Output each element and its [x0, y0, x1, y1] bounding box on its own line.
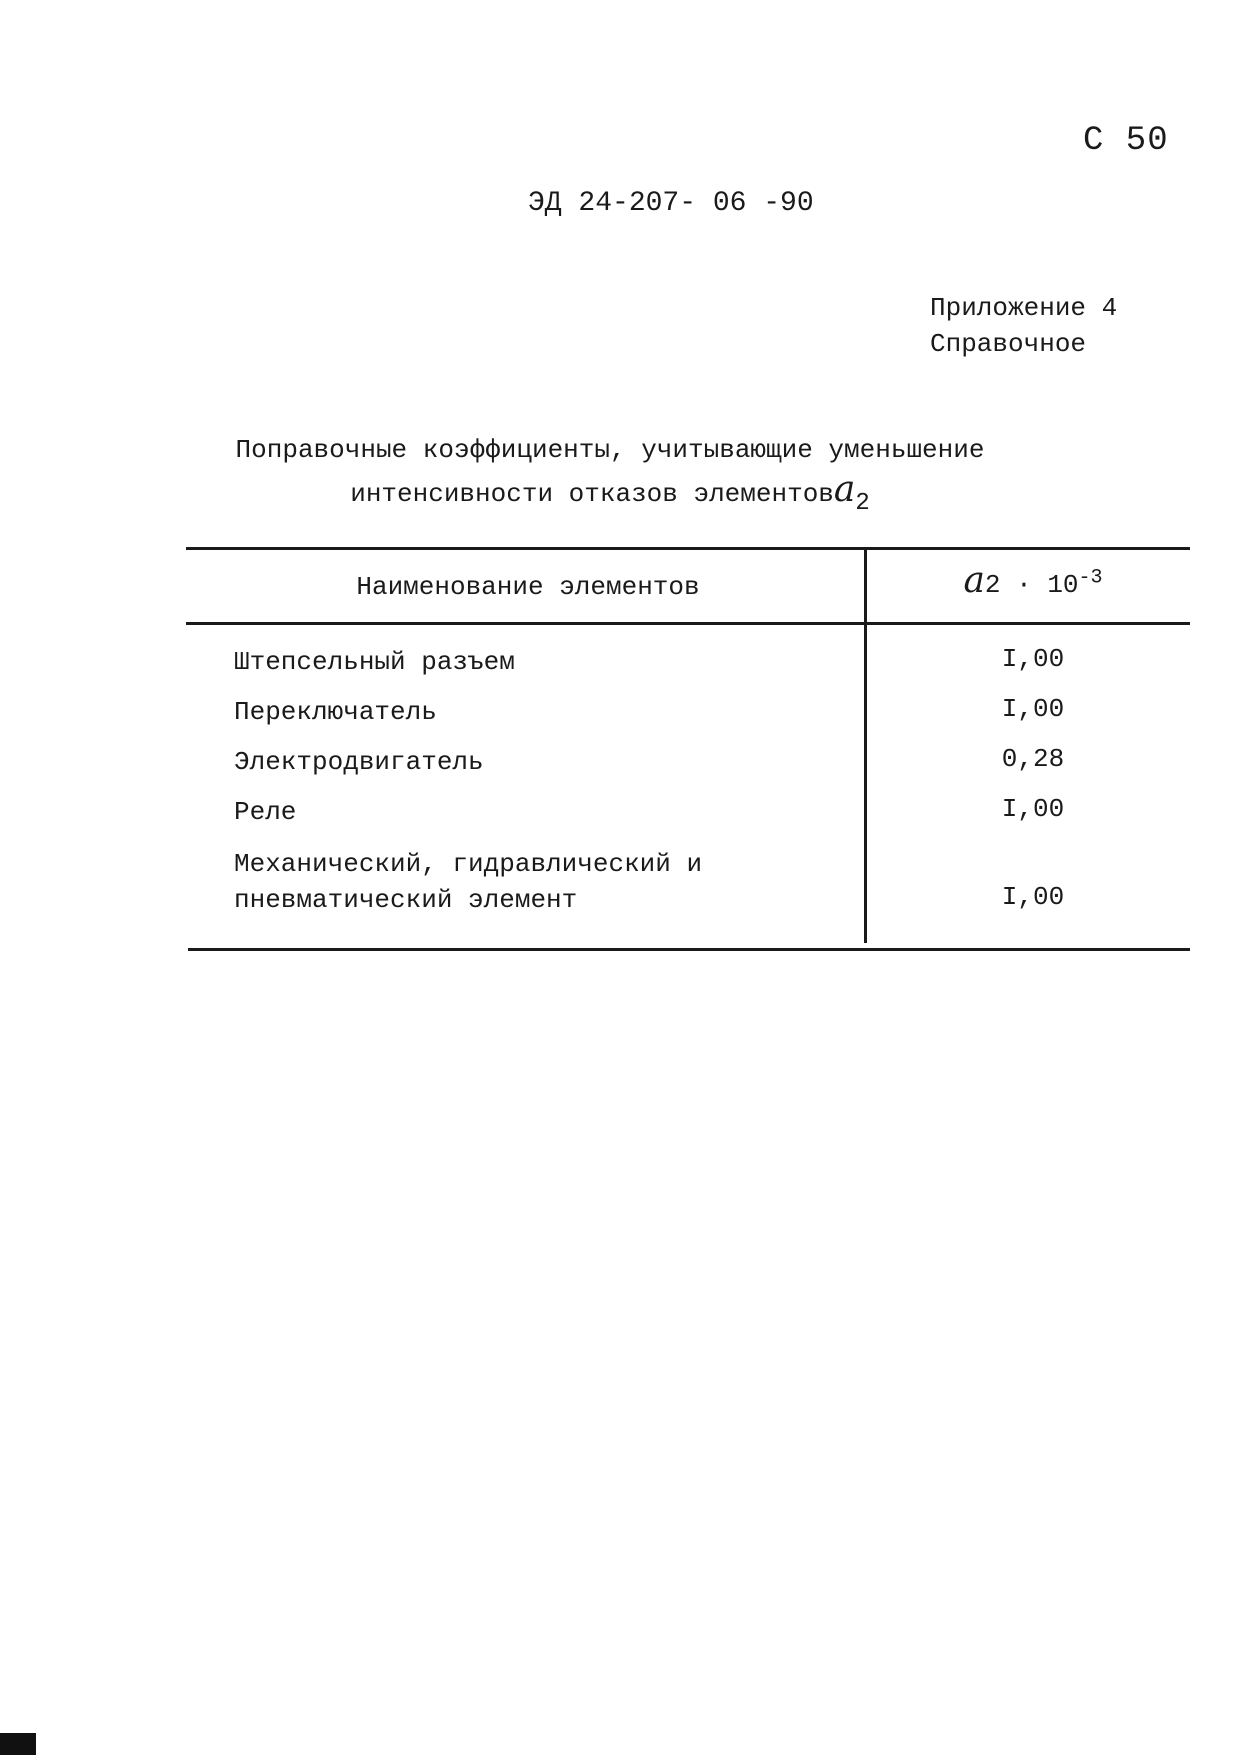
table-row-name — [234, 846, 702, 918]
title-symbol: a — [833, 469, 856, 510]
column-header-value — [868, 560, 1198, 601]
table-row-value: 0,28 — [1001, 744, 1065, 774]
title-subscript: 2 — [855, 490, 870, 517]
header-exponent: -3 — [1078, 566, 1103, 590]
appendix-number: Приложение 4 — [930, 293, 1118, 323]
title-line-2 — [200, 470, 1020, 524]
table-row-value: I,00 — [1001, 882, 1065, 912]
title-line-2-text: интенсивности отказов элементов — [350, 479, 834, 509]
table-row-name: Электродвигатель — [234, 747, 484, 777]
table-row-name-line: Механический, гидравлический и — [234, 849, 703, 879]
scan-artifact — [0, 1733, 36, 1755]
page-number: С 50 — [1083, 122, 1169, 160]
table-row-value: I,00 — [1001, 644, 1065, 674]
table-title — [200, 430, 1020, 524]
appendix-type: Справочное — [930, 329, 1087, 359]
appendix-label — [930, 290, 1117, 362]
table-row-value: I,00 — [1001, 794, 1065, 824]
column-header-name: Наименование элементов — [356, 572, 700, 602]
table-row-value: I,00 — [1001, 694, 1065, 724]
table-header-rule — [186, 622, 1190, 625]
document-code: ЭД 24-207- 06 -90 — [528, 188, 814, 219]
table-row-name: Переключатель — [234, 697, 437, 727]
table-row-name-line: пневматический элемент — [234, 885, 578, 915]
table-column-divider — [864, 547, 867, 943]
table-top-rule — [186, 547, 1190, 550]
table-bottom-rule — [188, 948, 1190, 951]
title-line-1: Поправочные коэффициенты, учитывающие уменьшение — [235, 435, 985, 465]
table-row-name: Реле — [234, 797, 297, 827]
table-row-name: Штепсельный разъем — [234, 647, 515, 677]
header-symbol: a — [963, 560, 985, 601]
header-symbol-rest: 2 · 10 — [984, 570, 1079, 600]
